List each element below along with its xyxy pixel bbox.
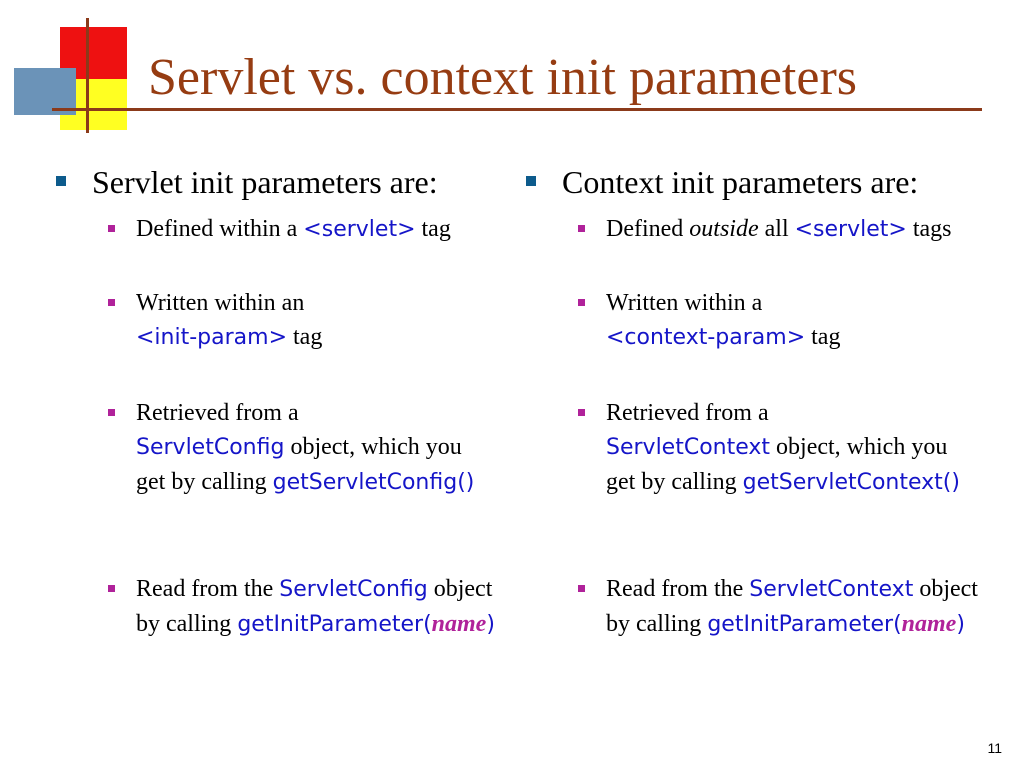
code-init-param: <init-param>: [136, 325, 288, 350]
square-bullet-icon: [578, 409, 585, 416]
code-servlet-tag: <servlet>: [303, 217, 416, 242]
text: object by calling: [136, 576, 493, 637]
left-bullet-2: [52, 286, 502, 355]
code-servletcontext: ServletContext: [749, 577, 914, 602]
square-bullet-icon: [108, 585, 115, 592]
code-servletconfig: ServletConfig: [136, 435, 285, 460]
text: Defined: [606, 216, 690, 242]
text: Retrieved from a: [606, 400, 769, 426]
code-close-paren: ): [956, 612, 965, 637]
square-bullet-icon: [578, 585, 585, 592]
square-bullet-icon: [108, 409, 115, 416]
right-bullet-4: [522, 572, 982, 642]
param-name: name: [431, 611, 487, 637]
text: all: [758, 216, 795, 242]
square-bullet-icon: [578, 299, 585, 306]
text: object by calling: [606, 576, 978, 637]
right-heading: Context init parameters are:: [562, 164, 919, 200]
left-bullet-4: [52, 572, 502, 642]
page-number: 11: [987, 740, 1002, 756]
param-name: name: [901, 611, 957, 637]
decor-vertical-line: [86, 18, 89, 133]
square-bullet-icon: [108, 225, 115, 232]
left-column: [52, 162, 502, 208]
text: Defined within a: [136, 216, 304, 242]
code-servlet-tag: <servlet>: [794, 217, 907, 242]
code-getinitparameter: getInitParameter(: [237, 612, 432, 637]
square-bullet-icon: [108, 299, 115, 306]
code-servletcontext: ServletContext: [606, 435, 771, 460]
text: tag: [805, 324, 841, 350]
left-heading-item: [52, 162, 502, 202]
square-bullet-icon: [56, 176, 66, 186]
code-servletconfig: ServletConfig: [279, 577, 428, 602]
text: tags: [906, 216, 952, 242]
code-close-paren: ): [486, 612, 495, 637]
text: Read from the: [136, 576, 280, 602]
slide-title: Servlet vs. context init parameters: [148, 49, 858, 106]
emphasis-outside: outside: [689, 216, 759, 242]
text: Written within a: [606, 290, 763, 316]
code-getservletcontext: getServletContext(): [742, 470, 960, 495]
square-bullet-icon: [526, 176, 536, 186]
left-heading: Servlet init parameters are:: [92, 164, 438, 200]
code-getservletconfig: getServletConfig(): [272, 470, 475, 495]
text: Read from the: [606, 576, 750, 602]
square-bullet-icon: [578, 225, 585, 232]
text: object, which you get by calling: [136, 434, 462, 495]
text: Retrieved from a: [136, 400, 299, 426]
text: Written within an: [136, 290, 305, 316]
code-getinitparameter: getInitParameter(: [707, 612, 902, 637]
text: tag: [415, 216, 451, 242]
right-heading-item: [522, 162, 982, 202]
right-bullet-3: [522, 396, 972, 500]
right-bullet-2: [522, 286, 982, 355]
title-underline: [52, 108, 982, 111]
right-bullet-1: [522, 212, 962, 247]
text: tag: [287, 324, 323, 350]
left-bullet-1: [52, 212, 502, 247]
code-context-param: <context-param>: [606, 325, 806, 350]
text: object, which you get by calling: [606, 434, 948, 495]
right-column: [522, 162, 982, 208]
left-bullet-3: [52, 396, 482, 500]
